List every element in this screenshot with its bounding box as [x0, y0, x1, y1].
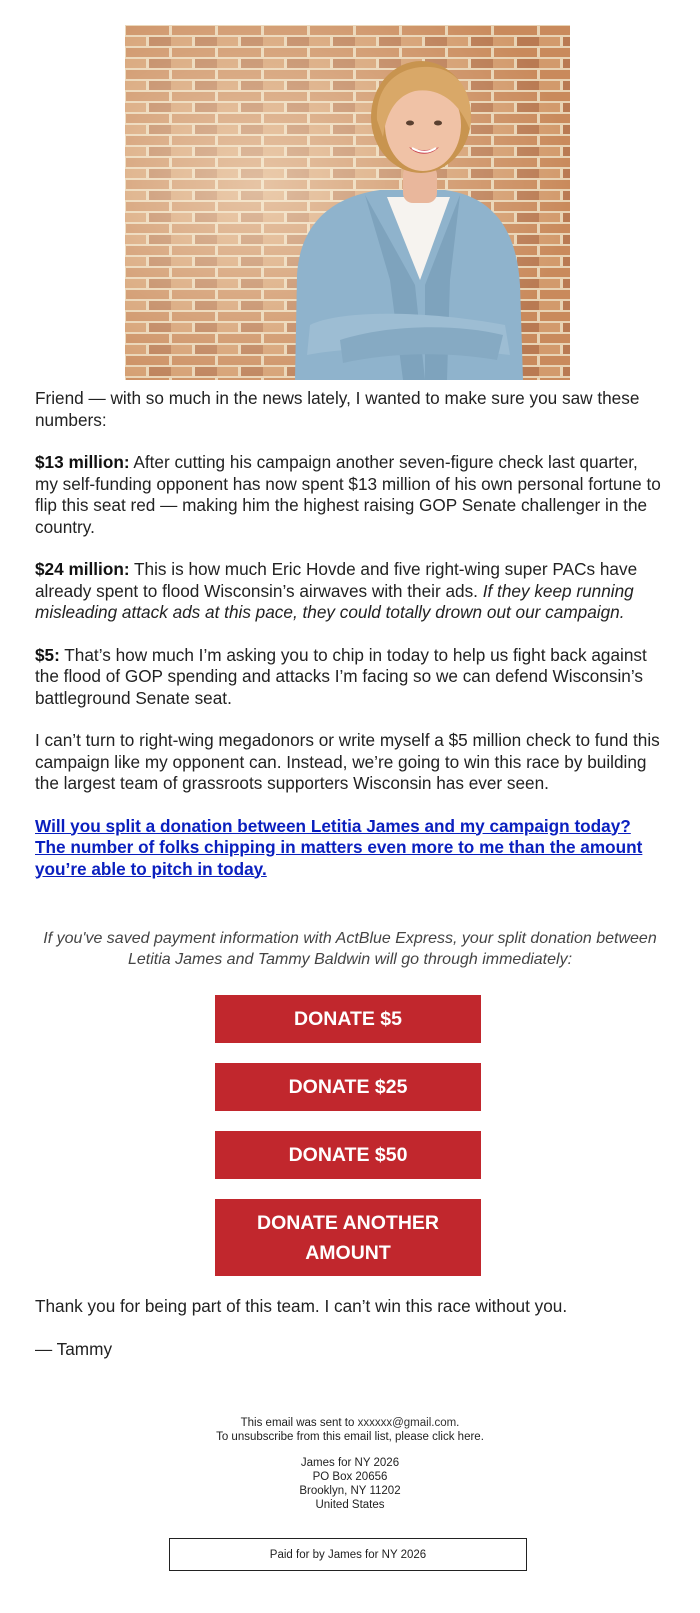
closing: [35, 1296, 665, 1381]
address-org: James for NY 2026: [300, 1457, 400, 1469]
email-body: [35, 388, 665, 880]
paid-for-disclaimer: Paid for by James for NY 2026: [169, 1538, 527, 1571]
stat-text-24m: This is how much Eric Hovde and five right-wing super PACs have already spent to flood Wisconsin’s airwaves with their ads.: [35, 559, 638, 601]
mailing-address: [0, 1456, 700, 1512]
portrait-photo-icon: [125, 25, 570, 380]
stat-label-24m: $24 million:: [35, 559, 130, 579]
stat-italic-24m: If they keep running misleading attack ads at this pace, they could totally drown out our campaign.: [35, 580, 634, 622]
stat-paragraph-5: [35, 645, 665, 710]
address-city: Brooklyn, NY 11202: [299, 1485, 401, 1497]
stat-text-5: That’s how much I’m asking you to chip in today to help us fight back against the flood of GOP spending and attacks I’m facing so we can defend Wisconsin’s battleground Senate seat.: [35, 644, 647, 708]
stat-label-5: $5:: [35, 644, 60, 665]
thanks-paragraph: Thank you for being part of this team. I can’t win this race without you.: [35, 1296, 568, 1316]
hero-photo: [125, 25, 570, 380]
stat-label-13m: $13 million:: [35, 452, 130, 472]
grassroots-paragraph: I can’t turn to right-wing megadonors or write myself a $5 million check to fund this campaign like my opponent can. Instead, we’re going to win this race by building the largest team of grassroots supporters Wisconsin has ever seen.: [35, 730, 660, 793]
donate-5-button[interactable]: DONATE $5: [215, 995, 481, 1043]
stat-paragraph-13m: [35, 452, 665, 538]
actblue-express-note: If you've saved payment information with ActBlue Express, your split donation between Letitia James and Tammy Baldwin will go through immediately:: [43, 930, 657, 968]
footer: [0, 1416, 700, 1512]
address-po-box: PO Box 20656: [312, 1471, 388, 1483]
donate-25-button[interactable]: DONATE $25: [215, 1063, 481, 1111]
address-country: United States: [315, 1499, 385, 1511]
donate-other-amount-button[interactable]: DONATE ANOTHER AMOUNT: [215, 1199, 481, 1276]
unsubscribe-line: To unsubscribe from this email list, please click here.: [216, 1431, 484, 1443]
intro-paragraph: Friend — with so much in the news lately, I wanted to make sure you saw these numbers:: [35, 388, 640, 430]
split-donation-link[interactable]: Will you split a donation between Letitia James and my campaign today? The number of folks chipping in matters even more to me than the amount you’re able to pitch in today.: [35, 815, 643, 879]
stat-paragraph-24m: [35, 559, 665, 624]
unsubscribe-link[interactable]: click here: [432, 1431, 481, 1443]
donate-50-button[interactable]: DONATE $50: [215, 1131, 481, 1179]
recipient-email: xxxxxx@gmail.com: [357, 1417, 457, 1429]
stat-text-13m: After cutting his campaign another seven-figure check last quarter, my self-funding opponent has now spent $13 million of his own personal fortune to flip this seat red — making him the highest raising GOP Senate challenger in the country.: [35, 452, 661, 537]
signature: — Tammy: [35, 1338, 113, 1359]
sent-to-line: This email was sent to xxxxxx@gmail.com.: [240, 1417, 460, 1429]
